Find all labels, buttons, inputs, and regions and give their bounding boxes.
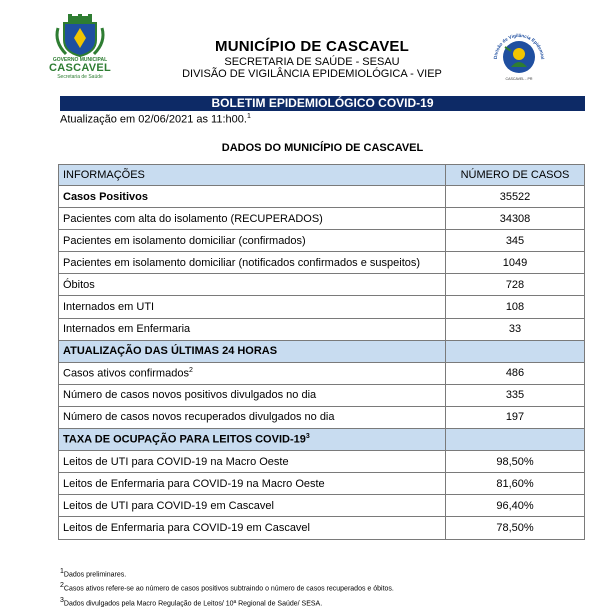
- row-value: 345: [446, 230, 585, 252]
- row-label: Leitos de Enfermaria para COVID-19 na Macro Oeste: [59, 473, 446, 495]
- table-row: [59, 362, 585, 384]
- section-title: DADOS DO MUNICÍPIO DE CASCAVEL: [221, 142, 424, 154]
- viep-bottom-text: CASCAVEL - PR: [505, 77, 533, 81]
- section-row-24h: [59, 340, 585, 362]
- viep-emblem-icon: [489, 27, 549, 83]
- row-label: Internados em Enfermaria: [59, 318, 446, 340]
- table-row: [59, 406, 585, 428]
- row-value: 33: [446, 318, 585, 340]
- footnote-text: Casos ativos refere-se ao número de casos positivos subtraindo o número de casos recuperados e óbitos.: [63, 585, 394, 593]
- cascavel-logo: [40, 14, 120, 80]
- update-text: Atualização em 02/06/2021 as 11:h00.: [60, 113, 247, 126]
- col-info-header: INFORMAÇÕES: [59, 165, 446, 186]
- bulletin-banner: BOLETIM EPIDEMIOLÓGICO COVID-19: [60, 96, 585, 111]
- footnote-number: 3: [60, 596, 64, 604]
- section-empty-cell: [446, 340, 585, 362]
- cases-table: [58, 164, 585, 540]
- table-row: [59, 318, 585, 340]
- table-row: [59, 230, 585, 252]
- row-label: [59, 362, 446, 384]
- table-row: [59, 517, 585, 539]
- footnote-number: 1: [60, 568, 64, 575]
- row-label: Leitos de UTI para COVID-19 na Macro Oeste: [59, 451, 446, 473]
- division: DIVISÃO DE VIGILÂNCIA EPIDEMIOLÓGICA - VIEP: [182, 68, 442, 80]
- section-row-occupancy: [59, 429, 585, 451]
- footnote-text: Dados divulgados pela Macro Regulação de Leitos/ 10ª Regional de Saúde/ SESA.: [63, 599, 323, 607]
- table-header-row: [59, 165, 585, 186]
- row-value: 108: [446, 296, 585, 318]
- table-row: [59, 473, 585, 495]
- row-value: 728: [446, 274, 585, 296]
- section-note: 3: [305, 433, 310, 441]
- logo-line1: GOVERNO MUNICIPAL: [52, 57, 108, 63]
- section-empty-cell: [446, 429, 585, 451]
- update-note: 1: [246, 113, 251, 120]
- row-value: 335: [446, 384, 585, 406]
- row-label: Casos Positivos: [59, 186, 446, 208]
- table-row: [59, 274, 585, 296]
- row-label-text: Casos ativos confirmados: [63, 367, 189, 380]
- row-label: Pacientes em isolamento domiciliar (notificados confirmados e suspeitos): [59, 252, 446, 274]
- col-cases-header: NÚMERO DE CASOS: [446, 165, 585, 186]
- row-label: Pacientes com alta do isolamento (RECUPERADOS): [59, 208, 446, 230]
- update-timestamp: [60, 113, 251, 126]
- section-label: ATUALIZAÇÃO DAS ÚLTIMAS 24 HORAS: [59, 340, 446, 362]
- viep-ring-text: Divisão de Vigilância Epidemiol: [492, 32, 546, 60]
- footnote: [60, 595, 394, 609]
- row-label: Número de casos novos recuperados divulgados no dia: [59, 406, 446, 428]
- row-value: 96,40%: [446, 495, 585, 517]
- secretariat: SECRETARIA DE SAÚDE - SESAU: [224, 56, 400, 68]
- row-value: 35522: [446, 186, 585, 208]
- row-label: Pacientes em isolamento domiciliar (confirmados): [59, 230, 446, 252]
- row-value: 78,50%: [446, 517, 585, 539]
- row-value: 34308: [446, 208, 585, 230]
- row-label: Internados em UTI: [59, 296, 446, 318]
- footnote-text: Dados preliminares.: [63, 571, 127, 579]
- table-row: [59, 296, 585, 318]
- logo-line3: Secretaria de Saúde: [57, 74, 103, 80]
- row-value: 98,50%: [446, 451, 585, 473]
- row-label: Número de casos novos positivos divulgados no dia: [59, 384, 446, 406]
- row-label: Leitos de UTI para COVID-19 em Cascavel: [59, 495, 446, 517]
- row-note: 2: [188, 366, 193, 374]
- page-title: MUNICÍPIO DE CASCAVEL: [215, 38, 409, 55]
- row-value: 486: [446, 362, 585, 384]
- row-value: 81,60%: [446, 473, 585, 495]
- section-label: [59, 429, 446, 451]
- viep-logo: [489, 27, 549, 83]
- row-label: Leitos de Enfermaria para COVID-19 em Cascavel: [59, 517, 446, 539]
- row-value: 1049: [446, 252, 585, 274]
- footnotes: [60, 566, 394, 609]
- table-row: [59, 252, 585, 274]
- section-label-text: TAXA DE OCUPAÇÃO PARA LEITOS COVID-19: [63, 433, 306, 446]
- footnote: [60, 566, 394, 580]
- footnote: [60, 580, 394, 594]
- logo-line2: CASCAVEL: [48, 62, 112, 74]
- row-label: Óbitos: [59, 274, 446, 296]
- table-row: [59, 208, 585, 230]
- table-row: [59, 384, 585, 406]
- row-value: 197: [446, 406, 585, 428]
- footnote-number: 2: [60, 582, 64, 590]
- table-row: [59, 186, 585, 208]
- table-row: [59, 451, 585, 473]
- table-row: [59, 495, 585, 517]
